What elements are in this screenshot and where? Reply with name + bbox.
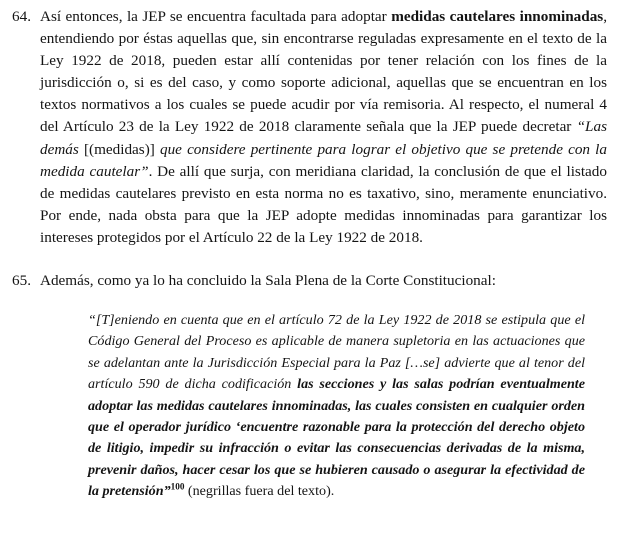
paragraph-64 — [10, 6, 607, 249]
p65-segment-a: Además, como ya lo ha concluido la Sala Plena de la Corte Constitucional: — [40, 272, 496, 289]
paragraph-64-body — [40, 6, 607, 249]
paragraph-65-body — [40, 270, 607, 292]
p64-segment-a: Así entonces, la JEP se encuentra facultada para adoptar — [40, 8, 392, 25]
p64-segment-roman-medidas-bracket: [(medidas)] — [78, 140, 160, 158]
quote-segment-roman-parenthetical: (negrillas fuera del texto). — [184, 483, 335, 500]
p64-segment-c: , entendiendo por éstas aquellas que, sin encontrarse reguladas expresamente en el texto de la Ley 1922 de 2018, pueden estar allí contenidas por tener relación con los fines de la jurisdicción o, si es del caso, y como soporte adicional, aquellas que se encuentran en los textos normativos a los cuales se puede acudir por vía remisoria. Al respecto, el numeral 4 del Artículo 23 de la Ley 1922 de 2018 claramente señala que la JEP puede decretar — [40, 8, 607, 136]
p64-segment-italic-quote-open: “Las demás — [40, 118, 607, 158]
paragraph-65 — [10, 270, 607, 292]
quote-segment-bold-italic-emphasis: las secciones y las salas podrían eventualmente adoptar las medidas cautelares innominadas, las cuales consisten en cualquier orden que el operador jurídico ‘encuentre razonable para la protección del derecho objeto de litigio, impedir su infracción o evitar las consecuencias derivadas de la misma, prevenir daños, hacer cesar los que se hubieren causado o asegurar la efectividad de la pretensión” — [88, 376, 585, 500]
block-quotation — [88, 310, 585, 503]
p64-segment-g: . De allí que surja, con meridiana claridad, la conclusión de que el listado de medidas cautelares previsto en esta norma no es taxativo, sino, meramente enunciativo. Por ende, nada obsta para que la JEP adopte medidas innominadas para garantizar los intereses protegidos por el Artículo 22 de la Ley 1922 de 2018. — [40, 162, 607, 246]
quote-segment-italic-lead: “[T]eniendo en cuenta que en el artículo 72 de la Ley 1922 de 2018 se estipula que el Código General del Proceso es aplicable de manera supletoria en las actuaciones que se adelantan ante la Jurisdicción Especial para la Paz […se] advierte que al tenor del artículo 590 de dicha codificación — [88, 312, 585, 393]
p64-segment-bold-medidas-cautelares-innominadas: medidas cautelares innominadas — [391, 8, 604, 25]
paragraph-65-number: 65. — [12, 272, 31, 289]
p64-segment-italic-quote-rest: que considere pertinente para lograr el objetivo que se pretende con la medida cautelar” — [40, 140, 607, 180]
paragraph-64-number: 64. — [12, 8, 31, 25]
footnote-reference-marker[interactable]: 100 — [170, 481, 185, 492]
